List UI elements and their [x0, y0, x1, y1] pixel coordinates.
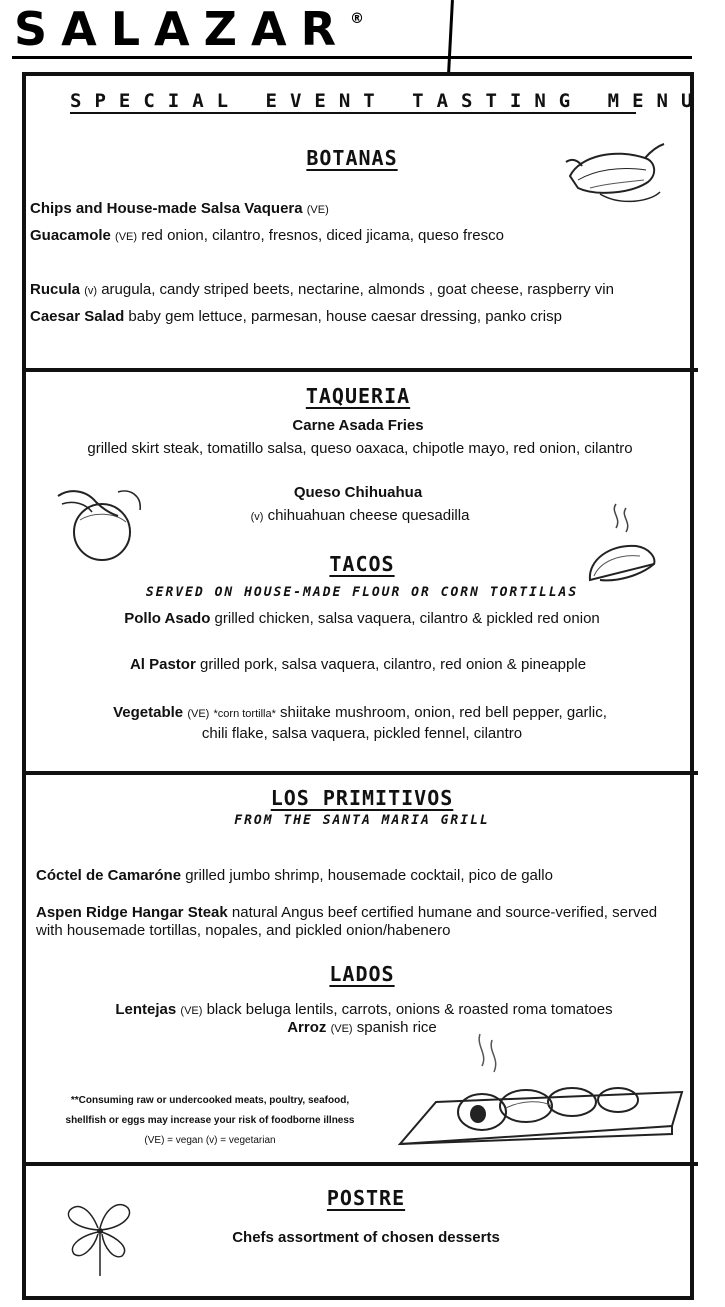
heading-tacos: TACOS	[329, 552, 395, 576]
menu-subtitle: SPECIAL EVENT TASTING MENU	[70, 90, 706, 112]
diet-legend: (VE) = vegan (v) = vegetarian	[144, 1135, 276, 1146]
item-desc: grilled jumbo shrimp, housemade cocktail, pico de gallo	[185, 867, 553, 884]
item-name: Aspen Ridge Hangar Steak	[36, 904, 228, 921]
item-tag: (VE)	[306, 204, 329, 216]
brand-logo	[14, 2, 365, 56]
heading-botanas: BOTANAS	[306, 146, 398, 170]
item-name: Caesar Salad	[30, 308, 125, 325]
menu-item-coctel-de-camarone	[36, 867, 553, 884]
section-divider-botanas	[22, 368, 698, 372]
item-name: Arroz	[287, 1019, 327, 1036]
item-desc: black beluga lentils, carrots, onions & roasted roma tomatoes	[206, 1001, 613, 1018]
menu-item-queso-chihuahua-desc	[251, 507, 470, 524]
menu-item-chips	[30, 200, 329, 217]
item-name: Guacamole	[30, 227, 111, 244]
tortilla-hand-illustration	[52, 480, 148, 566]
item-desc: grilled chicken, salsa vaquera, cilantro & pickled red onion	[214, 610, 600, 627]
item-desc-vegetable-cont: chili flake, salsa vaquera, pickled fennel, cilantro	[201, 725, 523, 742]
subtitle-underline	[70, 112, 636, 114]
item-desc: spanish rice	[356, 1019, 437, 1036]
food-safety-notice-line1: **Consuming raw or undercooked meats, poultry, seafood,	[70, 1095, 350, 1106]
menu-item-lentejas	[115, 1001, 612, 1018]
logo-divider-tick	[447, 0, 454, 74]
grill-board-illustration	[396, 1030, 686, 1156]
brand-name: SALAZAR	[14, 2, 351, 56]
logo-underline	[12, 56, 692, 59]
menu-item-vegetable	[113, 704, 607, 721]
heading-postre: POSTRE	[326, 1186, 406, 1210]
item-name: Cóctel de Camaróne	[36, 867, 182, 884]
heading-los-primitivos: LOS PRIMITIVOS	[270, 786, 454, 810]
item-tag: (VE)	[330, 1023, 353, 1035]
item-desc: baby gem lettuce, parmesan, house caesar dressing, panko crisp	[128, 308, 562, 325]
item-tag: (v)	[84, 285, 98, 297]
menu-item-pollo-asado	[124, 610, 600, 627]
item-desc: arugula, candy striped beets, nectarine, almonds , goat cheese, raspberry vin	[101, 281, 614, 298]
item-name: Rucula	[30, 281, 81, 298]
menu-item-caesar-salad	[30, 308, 562, 325]
postre-desc: Chefs assortment of chosen desserts	[232, 1229, 500, 1246]
item-name: Lentejas	[115, 1001, 177, 1018]
item-tag: (v)	[250, 511, 264, 523]
food-safety-notice-line2: shellfish or eggs may increase your risk of foodborne illness	[65, 1115, 355, 1126]
item-desc: shiitake mushroom, onion, red bell pepper, garlic,	[280, 704, 607, 721]
heading-taqueria: TAQUERIA	[305, 384, 411, 408]
item-tag-corn-tortilla: *corn tortilla*	[213, 708, 276, 720]
item-name-queso-chihuahua: Queso Chihuahua	[293, 484, 423, 501]
item-name: Chips and House-made Salsa Vaquera	[30, 200, 303, 217]
item-desc: grilled pork, salsa vaquera, cilantro, red onion & pineapple	[199, 656, 587, 673]
item-tag: (VE)	[187, 708, 210, 720]
menu-item-al-pastor	[130, 656, 586, 673]
menu-item-hangar-steak	[36, 904, 657, 921]
item-name-carne-asada-fries: Carne Asada Fries	[292, 417, 424, 434]
menu-item-rucula	[30, 281, 614, 298]
section-divider-primitivos	[22, 1162, 698, 1166]
registered-mark: ®	[350, 11, 365, 27]
item-desc: natural Angus beef certified humane and source-verified, served	[231, 904, 658, 921]
item-desc-carne-asada-fries: grilled skirt steak, tomatillo salsa, queso oaxaca, chipotle mayo, red onion, cilantro	[87, 440, 633, 457]
item-desc: red onion, cilantro, fresnos, diced jicama, queso fresco	[141, 227, 504, 244]
item-tag: (VE)	[115, 231, 138, 243]
taco-illustration	[580, 498, 664, 594]
item-tag: (VE)	[180, 1005, 203, 1017]
chili-pepper-illustration	[560, 136, 670, 208]
subheading-los-primitivos: FROM THE SANTA MARIA GRILL	[234, 813, 490, 828]
item-name: Al Pastor	[129, 656, 196, 673]
subheading-tacos: SERVED ON HOUSE-MADE FLOUR OR CORN TORTILLAS	[145, 585, 579, 600]
item-name: Pollo Asado	[124, 610, 211, 627]
flower-illustration	[60, 1188, 138, 1280]
item-desc-hangar-steak-cont: with housemade tortillas, nopales, and pickled onion/habenero	[36, 922, 451, 939]
section-divider-taqueria	[22, 771, 698, 775]
menu-item-guacamole	[30, 227, 504, 244]
item-desc: chihuahuan cheese quesadilla	[267, 507, 470, 524]
heading-lados: LADOS	[329, 962, 395, 986]
item-name: Vegetable	[113, 704, 184, 721]
